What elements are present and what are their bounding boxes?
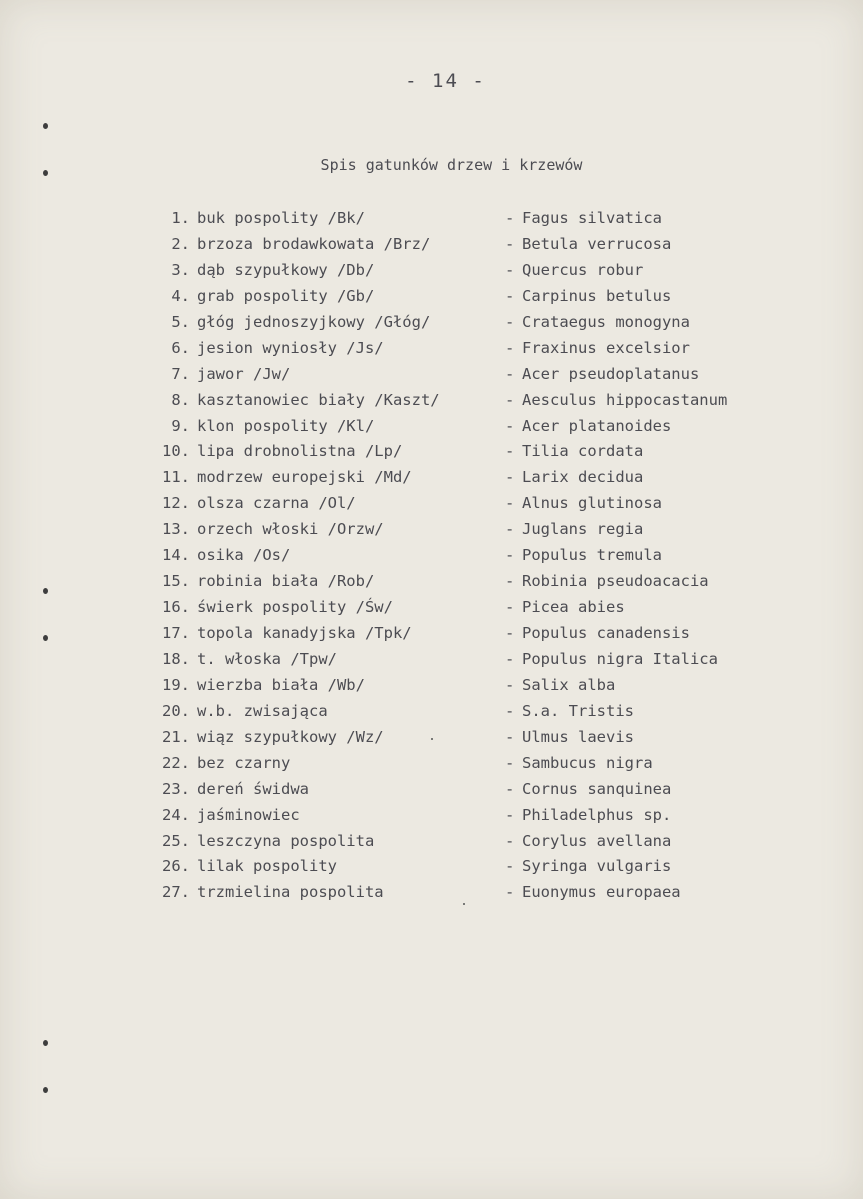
species-dash: - — [505, 649, 515, 668]
species-number: 9. — [171, 416, 190, 435]
species-number: 11. — [162, 468, 190, 487]
species-dash: - — [505, 701, 515, 720]
species-number: 7. — [171, 364, 190, 383]
species-number: 22. — [162, 753, 190, 772]
species-dash: - — [505, 753, 515, 772]
species-row — [0, 880, 863, 906]
species-dash: - — [505, 727, 515, 746]
species-polish-name: dereń świdwa — [197, 779, 309, 798]
species-dash: - — [505, 338, 515, 357]
species-row — [0, 673, 863, 699]
species-dash: - — [505, 831, 515, 850]
species-polish-name: buk pospolity /Bk/ — [197, 209, 365, 227]
species-dash: - — [505, 364, 515, 383]
species-polish-name: dąb szypułkowy /Db/ — [197, 260, 375, 279]
species-latin-name: Larix decidua — [522, 468, 644, 487]
species-polish-name: topola kanadyjska /Tpk/ — [197, 624, 412, 642]
species-row — [0, 465, 863, 491]
species-number: 14. — [162, 546, 190, 565]
species-number: 20. — [162, 701, 190, 720]
species-number: 17. — [162, 624, 190, 642]
species-dash: - — [505, 572, 515, 591]
species-row — [0, 647, 863, 673]
species-row — [0, 388, 863, 414]
punch-hole-mark — [43, 1040, 48, 1046]
species-row — [0, 362, 863, 388]
page-number: - 14 - — [405, 70, 486, 92]
species-polish-name: t. włoska /Tpw/ — [197, 649, 337, 668]
species-latin-name: S.a. Tristis — [522, 701, 634, 720]
species-row — [0, 595, 863, 621]
species-dash: - — [505, 494, 515, 513]
species-number: 10. — [162, 442, 190, 461]
species-number: 23. — [162, 779, 190, 798]
species-latin-name: Robinia pseudoacacia — [522, 572, 709, 591]
species-row — [0, 803, 863, 829]
species-latin-name: Juglans regia — [522, 520, 644, 539]
species-number: 27. — [162, 883, 190, 902]
species-polish-name: orzech włoski /Orzw/ — [197, 520, 384, 539]
species-latin-name: Salix alba — [522, 675, 616, 694]
species-latin-name: Syringa vulgaris — [522, 857, 672, 876]
species-latin-name: Philadelphus sp. — [522, 805, 672, 824]
species-row — [0, 699, 863, 725]
species-polish-name: brzoza brodawkowata /Brz/ — [197, 234, 431, 253]
species-number: 19. — [162, 675, 190, 694]
species-polish-name: grab pospolity /Gb/ — [197, 286, 375, 305]
species-number: 12. — [162, 494, 190, 513]
species-dash: - — [505, 520, 515, 539]
species-dash: - — [505, 390, 515, 409]
species-number: 1. — [171, 209, 190, 227]
species-number: 21. — [162, 727, 190, 746]
species-latin-name: Crataegus monogyna — [522, 312, 690, 331]
species-dash: - — [505, 598, 515, 617]
species-dash: - — [505, 546, 515, 565]
species-latin-name: Tilia cordata — [522, 442, 644, 461]
species-latin-name: Picea abies — [522, 598, 625, 617]
species-dash: - — [505, 416, 515, 435]
species-polish-name: trzmielina pospolita — [197, 883, 384, 902]
species-dash: - — [505, 624, 515, 642]
species-number: 2. — [171, 234, 190, 253]
species-number: 8. — [171, 390, 190, 409]
species-polish-name: osika /Os/ — [197, 546, 291, 565]
species-dash: - — [505, 286, 515, 305]
species-number: 26. — [162, 857, 190, 876]
species-row — [0, 854, 863, 880]
species-row — [0, 310, 863, 336]
species-row — [0, 621, 863, 647]
species-dash: - — [505, 260, 515, 279]
species-dash: - — [505, 883, 515, 902]
species-number: 15. — [162, 572, 190, 591]
species-latin-name: Populus tremula — [522, 546, 662, 565]
punch-hole-mark — [43, 1087, 48, 1093]
species-number: 3. — [171, 260, 190, 279]
species-row — [0, 206, 863, 232]
species-number: 25. — [162, 831, 190, 850]
species-polish-name: lilak pospolity — [197, 857, 337, 876]
species-latin-name: Carpinus betulus — [522, 286, 672, 305]
species-row — [0, 829, 863, 855]
species-latin-name: Alnus glutinosa — [522, 494, 662, 513]
species-latin-name: Populus canadensis — [522, 624, 690, 642]
species-number: 24. — [162, 805, 190, 824]
species-row — [0, 491, 863, 517]
species-dash: - — [505, 312, 515, 331]
species-dash: - — [505, 209, 515, 227]
species-dash: - — [505, 857, 515, 876]
species-polish-name: w.b. zwisająca — [197, 701, 328, 720]
species-latin-name: Cornus sanquinea — [522, 779, 672, 798]
species-polish-name: świerk pospolity /Św/ — [197, 598, 393, 617]
species-dash: - — [505, 468, 515, 487]
species-latin-name: Corylus avellana — [522, 831, 672, 850]
species-latin-name: Sambucus nigra — [522, 753, 653, 772]
species-latin-name: Acer platanoides — [522, 416, 672, 435]
species-latin-name: Populus nigra Italica — [522, 649, 718, 668]
document-title: Spis gatunków drzew i krzewów — [320, 156, 583, 174]
species-row — [0, 777, 863, 803]
species-row — [0, 517, 863, 543]
species-polish-name: robinia biała /Rob/ — [197, 572, 375, 591]
species-polish-name: jawor /Jw/ — [197, 364, 291, 383]
species-latin-name: Euonymus europaea — [522, 883, 681, 902]
species-row — [0, 439, 863, 465]
species-polish-name: jaśminowiec — [197, 805, 300, 824]
species-number: 5. — [171, 312, 190, 331]
species-polish-name: klon pospolity /Kl/ — [197, 416, 375, 435]
species-dash: - — [505, 234, 515, 253]
species-dash: - — [505, 805, 515, 824]
species-number: 4. — [171, 286, 190, 305]
species-row — [0, 336, 863, 362]
species-list — [0, 206, 863, 906]
species-dash: - — [505, 779, 515, 798]
species-number: 13. — [162, 520, 190, 539]
species-row — [0, 414, 863, 440]
species-polish-name: wiąz szypułkowy /Wz/ — [197, 727, 384, 746]
species-number: 18. — [162, 649, 190, 668]
species-row — [0, 232, 863, 258]
species-polish-name: lipa drobnolistna /Lp/ — [197, 442, 403, 461]
species-number: 16. — [162, 598, 190, 617]
species-dash: - — [505, 675, 515, 694]
species-latin-name: Betula verrucosa — [522, 234, 672, 253]
species-row — [0, 543, 863, 569]
species-polish-name: modrzew europejski /Md/ — [197, 468, 412, 487]
species-row — [0, 258, 863, 284]
punch-hole-mark — [43, 123, 48, 129]
species-row — [0, 751, 863, 777]
species-polish-name: kasztanowiec biały /Kaszt/ — [197, 390, 440, 409]
species-latin-name: Fraxinus excelsior — [522, 338, 690, 357]
species-latin-name: Aesculus hippocastanum — [522, 390, 728, 409]
species-polish-name: jesion wyniosły /Js/ — [197, 338, 384, 357]
species-polish-name: bez czarny — [197, 753, 291, 772]
species-dash: - — [505, 442, 515, 461]
species-latin-name: Fagus silvatica — [522, 209, 662, 227]
species-polish-name: olsza czarna /Ol/ — [197, 494, 356, 513]
species-latin-name: Ulmus laevis — [522, 727, 634, 746]
species-polish-name: leszczyna pospolita — [197, 831, 375, 850]
species-polish-name: wierzba biała /Wb/ — [197, 675, 365, 694]
species-row — [0, 569, 863, 595]
species-latin-name: Acer pseudoplatanus — [522, 364, 700, 383]
species-latin-name: Quercus robur — [522, 260, 644, 279]
species-number: 6. — [171, 338, 190, 357]
species-polish-name: głóg jednoszyjkowy /Głóg/ — [197, 312, 431, 331]
species-row — [0, 725, 863, 751]
species-row — [0, 284, 863, 310]
